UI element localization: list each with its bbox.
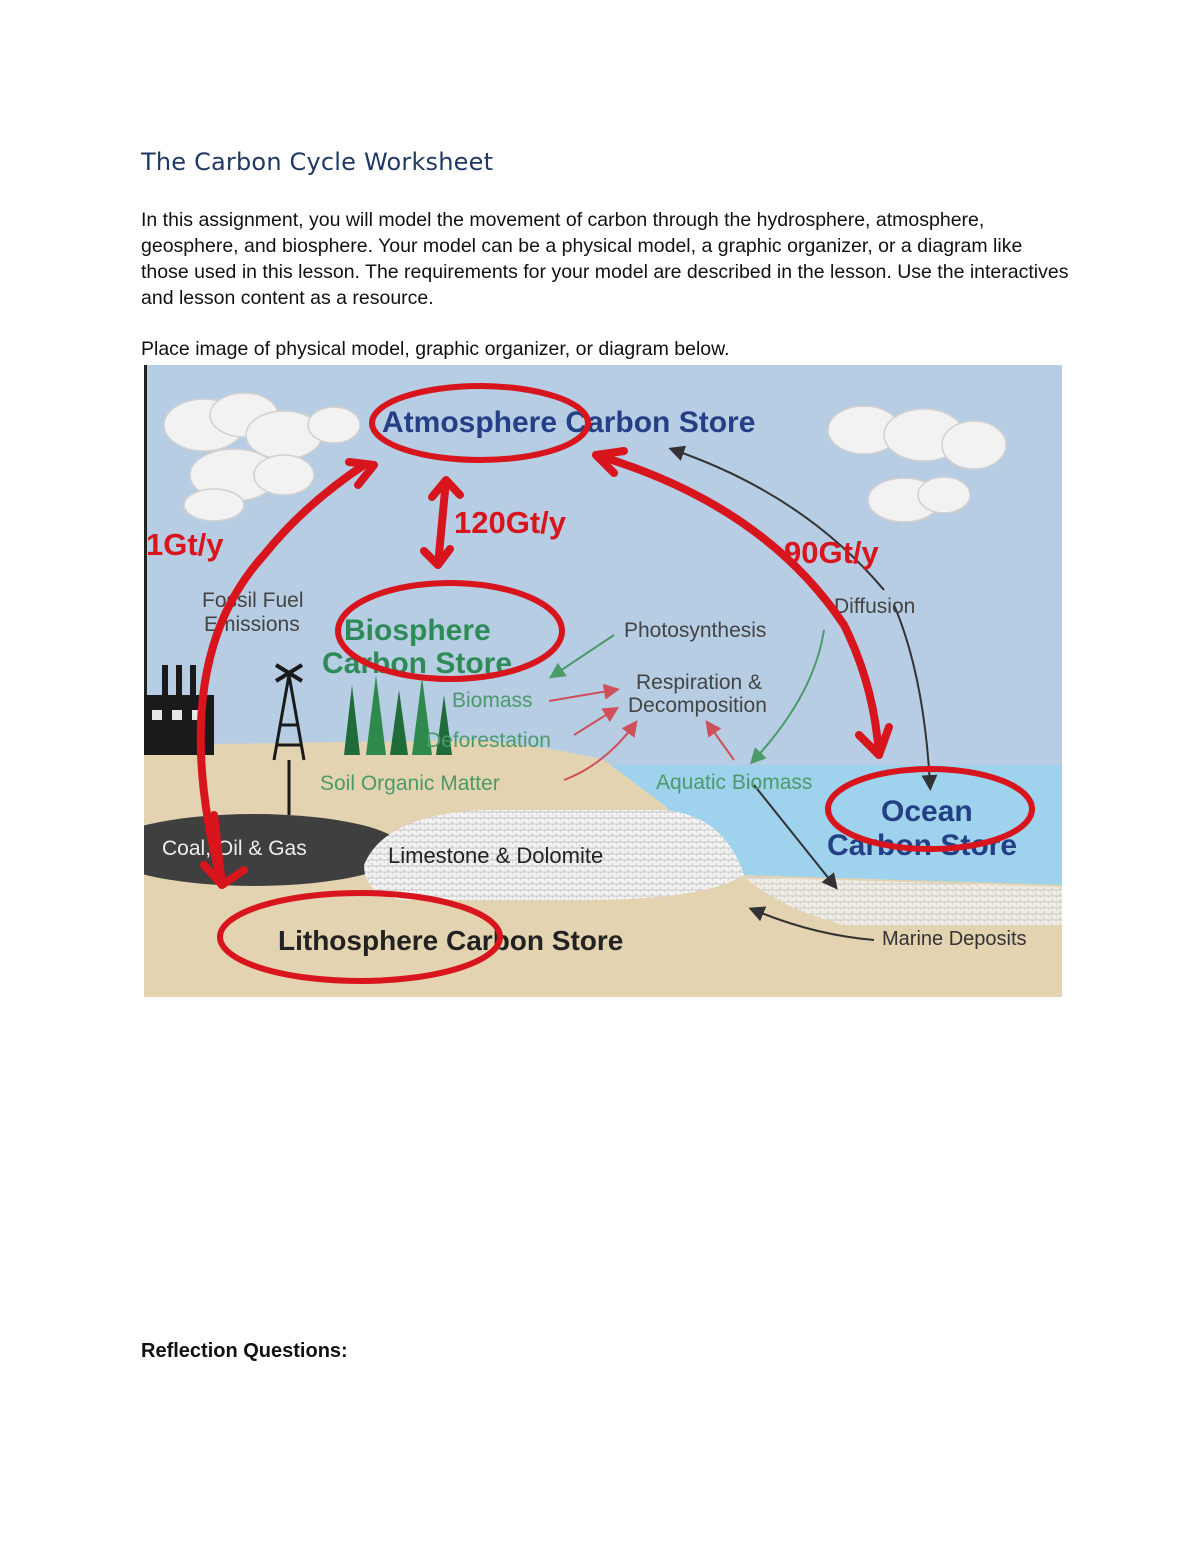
ocean-label: Ocean — [881, 795, 973, 828]
flux-1-label: 1Gt/y — [146, 527, 224, 562]
biosphere-label: Biosphere — [344, 614, 491, 647]
page-title: The Carbon Cycle Worksheet — [141, 148, 494, 176]
place-image-instruction: Place image of physical model, graphic organizer, or diagram below. — [141, 338, 730, 360]
lithosphere-store-label: Lithosphere Carbon Store — [278, 925, 624, 956]
diffusion-label: Diffusion — [834, 595, 916, 618]
intro-paragraph: In this assignment, you will model the movement of carbon through the hydrosphere, atmosphere, geosphere, and biosphere. Your model can be a physical model, a graphic organizer, or a diagram like those used in this lesson. The requirements for your model are described in the lesson. Use the interactives and lesson content as a resource. — [141, 209, 1069, 309]
respiration-label: Respiration & — [636, 671, 763, 694]
emissions-label: Emissions — [204, 613, 300, 636]
soil-organic-matter-label: Soil Organic Matter — [320, 772, 500, 795]
coal-oil-gas-label: Coal, Oil & Gas — [162, 837, 307, 860]
flux-120-label: 120Gt/y — [454, 505, 567, 540]
aquatic-biomass-label: Aquatic Biomass — [656, 771, 813, 794]
deforestation-label: Deforestation — [426, 729, 551, 752]
carbon-cycle-diagram — [144, 365, 1062, 997]
photosynthesis-label: Photosynthesis — [624, 619, 767, 642]
biomass-label: Biomass — [452, 689, 533, 712]
marine-deposits-label: Marine Deposits — [882, 928, 1027, 950]
flux-90-label: 90Gt/y — [784, 535, 879, 570]
reflection-heading: Reflection Questions: — [141, 1340, 348, 1362]
decomposition-label: Decomposition — [628, 694, 767, 717]
limestone-dolomite-label: Limestone & Dolomite — [388, 843, 604, 868]
ocean-store-label: Carbon Store — [827, 829, 1018, 862]
biosphere-store-label: Carbon Store — [322, 647, 513, 680]
fossil-fuel-label: Fossil Fuel — [202, 589, 304, 612]
atmosphere-store-label: Atmosphere Carbon Store — [382, 406, 756, 439]
